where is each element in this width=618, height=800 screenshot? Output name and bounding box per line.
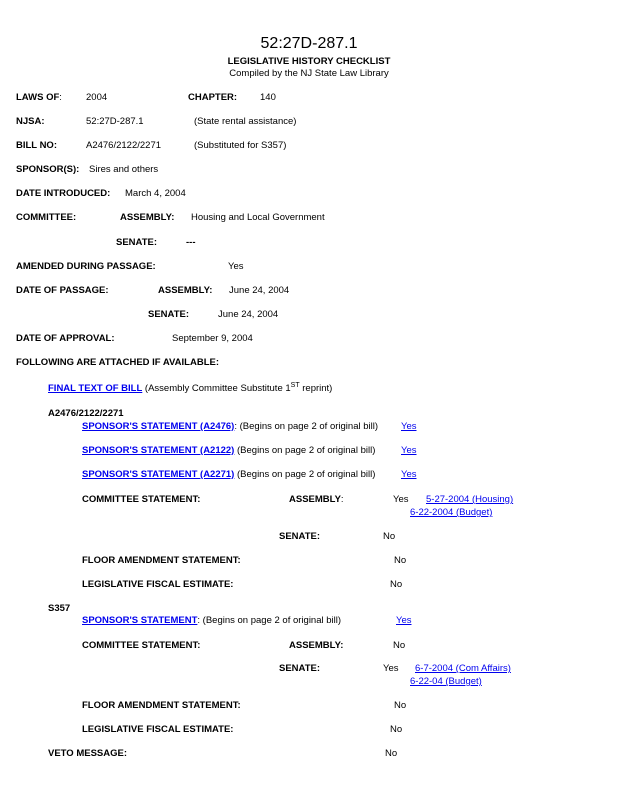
bill-no-description: (Substituted for S357) (194, 140, 287, 151)
fiscal-estimate-value: No (390, 579, 403, 590)
final-text-link[interactable]: FINAL TEXT OF BILL (48, 383, 143, 394)
passage-senate-value: June 24, 2004 (218, 309, 279, 320)
njsa-value: 52:27D-287.1 (86, 116, 144, 127)
floor-amendment-value: No (394, 700, 407, 711)
final-text-row (48, 383, 332, 394)
assembly-committee-value: No (393, 640, 406, 651)
committee-assembly-label: ASSEMBLY: (120, 212, 175, 223)
fiscal-estimate-label: LEGISLATIVE FISCAL ESTIMATE: (82, 724, 234, 735)
passage-assembly-label: ASSEMBLY: (158, 285, 213, 296)
assembly-bill-heading: A2476/2122/2271 (48, 408, 124, 419)
floor-amendment-label: FLOOR AMENDMENT STATEMENT: (82, 700, 241, 711)
amended-label: AMENDED DURING PASSAGE: (16, 261, 156, 272)
laws-of-value: 2004 (86, 92, 108, 103)
senate-committee-label: SENATE: (279, 663, 320, 674)
final-text-superscript: ST (290, 382, 300, 389)
final-text-desc-end: reprint) (299, 383, 333, 394)
sponsor-statement-row (82, 615, 341, 626)
sponsor-statement-row (82, 445, 375, 456)
laws-of-label: LAWS OF (16, 92, 60, 103)
date-introduced-label: DATE INTRODUCED: (16, 188, 111, 199)
njsa-label: NJSA: (16, 116, 45, 127)
senate-committee-value: Yes (383, 663, 399, 674)
committee-statement-label: COMMITTEE STATEMENT: (82, 640, 201, 651)
sponsor-statement-desc: (Begins on page 2 of original bill) (234, 445, 376, 456)
sponsor-statement-s357-yes-link[interactable]: Yes (396, 615, 412, 626)
veto-message-label: VETO MESSAGE: (48, 748, 128, 759)
committee-label: COMMITTEE: (16, 212, 77, 223)
veto-message-value: No (385, 748, 398, 759)
sponsor-statement-a2271-yes-link[interactable]: Yes (401, 469, 417, 480)
approval-value: September 9, 2004 (172, 333, 253, 344)
sponsors-value: Sires and others (89, 164, 159, 175)
document-title: LEGISLATIVE HISTORY CHECKLIST (227, 56, 391, 67)
passage-label: DATE OF PASSAGE: (16, 285, 109, 296)
assembly-committee-label: ASSEMBLY: (289, 640, 344, 651)
senate-committee-label: SENATE: (279, 531, 320, 542)
sponsor-statement-s357-link[interactable]: SPONSOR'S STATEMENT (82, 615, 198, 626)
floor-amendment-label: FLOOR AMENDMENT STATEMENT: (82, 555, 241, 566)
bill-no-label: BILL NO: (16, 140, 57, 151)
committee-senate-value: --- (186, 237, 196, 248)
assembly-committee-label: ASSEMBLY (289, 494, 341, 505)
sponsor-statement-a2122-link[interactable]: SPONSOR'S STATEMENT (A2122) (82, 445, 235, 456)
approval-label: DATE OF APPROVAL: (16, 333, 115, 344)
bill-no-value: A2476/2122/2271 (86, 140, 162, 151)
senate-committee-value: No (383, 531, 396, 542)
sponsor-statement-row (82, 469, 375, 480)
assembly-committee-colon: : (340, 494, 344, 505)
sponsor-statement-desc: (Begins on page 2 of original bill) (234, 469, 376, 480)
sponsor-statement-desc: : (Begins on page 2 of original bill) (234, 421, 379, 432)
fiscal-estimate-label: LEGISLATIVE FISCAL ESTIMATE: (82, 579, 234, 590)
committee-statement-budget-link[interactable]: 6-22-2004 (Budget) (410, 507, 493, 518)
amended-value: Yes (228, 261, 244, 272)
date-introduced-value: March 4, 2004 (125, 188, 186, 199)
laws-of-colon: : (59, 92, 62, 103)
committee-statement-budget-link[interactable]: 6-22-04 (Budget) (410, 676, 482, 687)
passage-senate-label: SENATE: (148, 309, 189, 320)
sponsor-statement-a2271-link[interactable]: SPONSOR'S STATEMENT (A2271) (82, 469, 235, 480)
committee-senate-label: SENATE: (116, 237, 157, 248)
sponsors-label: SPONSOR(S): (16, 164, 80, 175)
committee-assembly-value: Housing and Local Government (191, 212, 325, 223)
fiscal-estimate-value: No (390, 724, 403, 735)
njsa-description: (State rental assistance) (194, 116, 297, 127)
final-text-desc: (Assembly Committee Substitute 1 (142, 383, 291, 394)
assembly-committee-value: Yes (393, 494, 409, 505)
assembly-committee-field (289, 494, 344, 505)
laws-of-field (16, 92, 62, 103)
sponsor-statement-a2476-link[interactable]: SPONSOR'S STATEMENT (A2476) (82, 421, 235, 432)
committee-statement-label: COMMITTEE STATEMENT: (82, 494, 201, 505)
attached-heading: FOLLOWING ARE ATTACHED IF AVAILABLE: (16, 357, 219, 368)
committee-statement-housing-link[interactable]: 5-27-2004 (Housing) (426, 494, 514, 505)
senate-bill-heading: S357 (48, 603, 71, 614)
sponsor-statement-desc: : (Begins on page 2 of original bill) (197, 615, 342, 626)
sponsor-statement-row (82, 421, 378, 432)
page-title: 52:27D-287.1 (260, 35, 358, 52)
committee-statement-com-affairs-link[interactable]: 6-7-2004 (Com Affairs) (415, 663, 511, 674)
sponsor-statement-a2122-yes-link[interactable]: Yes (401, 445, 417, 456)
floor-amendment-value: No (394, 555, 407, 566)
compiled-by: Compiled by the NJ State Law Library (229, 68, 389, 79)
chapter-label: CHAPTER: (188, 92, 238, 103)
sponsor-statement-a2476-yes-link[interactable]: Yes (401, 421, 417, 432)
chapter-value: 140 (260, 92, 276, 103)
passage-assembly-value: June 24, 2004 (229, 285, 290, 296)
